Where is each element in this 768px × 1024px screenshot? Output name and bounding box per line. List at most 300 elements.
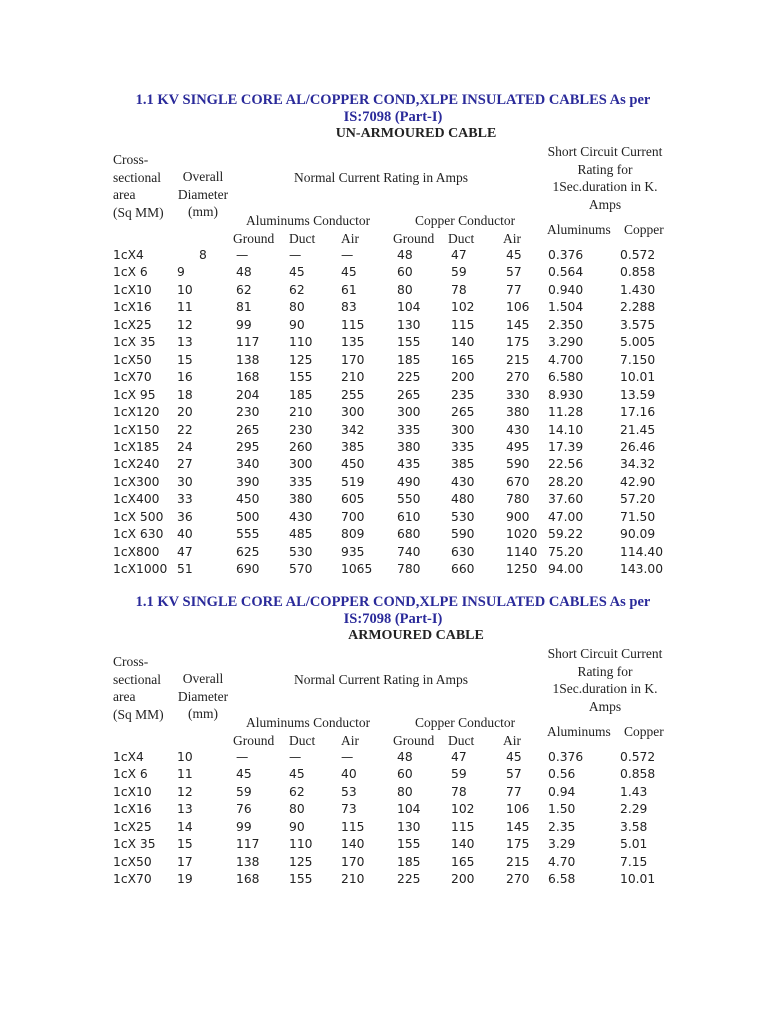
al-air-cell: 170 bbox=[341, 352, 365, 367]
cu-duct-cell: 200 bbox=[451, 370, 475, 385]
al-air-cell: 40 bbox=[341, 767, 357, 782]
al-ground-cell: 117 bbox=[236, 335, 260, 350]
al-air-header: Air bbox=[341, 733, 359, 748]
al-air-cell: 255 bbox=[341, 387, 365, 402]
cu-duct-cell: 102 bbox=[451, 802, 475, 817]
table-row bbox=[0, 334, 768, 352]
cu-ground-cell: 335 bbox=[397, 422, 421, 437]
al-duct-cell: 485 bbox=[289, 527, 313, 542]
diameter-cell: 19 bbox=[177, 872, 193, 887]
diameter-cell: 51 bbox=[177, 562, 193, 577]
sc-copper-header: Copper bbox=[624, 724, 664, 739]
al-duct-cell: 570 bbox=[289, 562, 313, 577]
sc-aluminium-cell: 0.376 bbox=[548, 750, 584, 764]
al-duct-cell: 80 bbox=[289, 300, 305, 315]
cu-air-cell: 1020 bbox=[506, 527, 538, 542]
cu-air-cell: 145 bbox=[506, 317, 530, 332]
cu-duct-cell: 47 bbox=[451, 750, 467, 764]
al-air-cell: 1065 bbox=[341, 562, 373, 577]
diameter-cell: 27 bbox=[177, 457, 193, 472]
al-ground-cell: 138 bbox=[236, 352, 260, 367]
al-duct-cell: 530 bbox=[289, 544, 313, 559]
al-duct-cell: 155 bbox=[289, 872, 313, 887]
al-ground-cell: 99 bbox=[236, 819, 252, 834]
cu-air-cell: 670 bbox=[506, 474, 530, 489]
diameter-cell: 47 bbox=[177, 544, 193, 559]
cu-ground-cell: 225 bbox=[397, 370, 421, 385]
cu-duct-cell: 165 bbox=[451, 352, 475, 367]
cu-air-cell: 380 bbox=[506, 405, 530, 420]
cross-sectional-area-header: Cross- sectional area (Sq MM) bbox=[113, 152, 164, 220]
al-air-cell: 210 bbox=[341, 872, 365, 887]
al-ground-cell: 500 bbox=[236, 509, 260, 524]
sc-aluminium-cell: 0.94 bbox=[548, 784, 576, 799]
sc-aluminium-cell: 1.50 bbox=[548, 802, 576, 817]
al-duct-cell: — bbox=[289, 248, 302, 262]
al-air-cell: 519 bbox=[341, 474, 365, 489]
sc-copper-cell: 21.45 bbox=[620, 422, 656, 437]
sc-aluminium-cell: 59.22 bbox=[548, 527, 584, 542]
cu-air-cell: 106 bbox=[506, 802, 530, 817]
al-ground-header: Ground bbox=[233, 231, 275, 246]
table-row bbox=[0, 439, 768, 457]
al-ground-cell: 48 bbox=[236, 265, 252, 280]
table-row bbox=[0, 369, 768, 387]
table-row bbox=[0, 854, 768, 872]
table-row bbox=[0, 264, 768, 282]
size-cell: 1cX185 bbox=[113, 439, 160, 454]
size-cell: 1cX16 bbox=[113, 300, 152, 315]
cu-air-cell: 57 bbox=[506, 265, 522, 280]
al-ground-cell: 450 bbox=[236, 492, 260, 507]
size-cell: 1cX 35 bbox=[113, 837, 156, 852]
sc-aluminium-cell: 0.564 bbox=[548, 265, 584, 280]
al-duct-cell: — bbox=[289, 750, 302, 764]
table-row bbox=[0, 317, 768, 335]
sc-copper-cell: 0.572 bbox=[620, 750, 656, 764]
sc-aluminium-cell: 17.39 bbox=[548, 439, 584, 454]
short-circuit-rating-header: Short Circuit Current Rating for 1Sec.duration in K. Amps bbox=[547, 144, 663, 212]
size-cell: 1cX50 bbox=[113, 352, 152, 367]
sc-copper-cell: 5.005 bbox=[620, 335, 656, 350]
sc-copper-cell: 90.09 bbox=[620, 527, 656, 542]
al-ground-cell: 340 bbox=[236, 457, 260, 472]
al-ground-cell: 76 bbox=[236, 802, 252, 817]
sc-aluminium-cell: 3.290 bbox=[548, 335, 584, 350]
cu-ground-cell: 185 bbox=[397, 854, 421, 869]
sc-copper-cell: 3.575 bbox=[620, 317, 656, 332]
al-air-header: Air bbox=[341, 231, 359, 246]
table-row bbox=[0, 422, 768, 440]
cu-air-cell: 900 bbox=[506, 509, 530, 524]
al-duct-cell: 62 bbox=[289, 784, 305, 799]
sc-aluminium-cell: 0.56 bbox=[548, 767, 576, 782]
sc-copper-cell: 71.50 bbox=[620, 509, 656, 524]
sc-aluminium-header: Aluminums bbox=[547, 222, 611, 237]
cu-duct-cell: 530 bbox=[451, 509, 475, 524]
cu-ground-cell: 550 bbox=[397, 492, 421, 507]
cu-air-cell: 175 bbox=[506, 837, 530, 852]
cu-ground-cell: 490 bbox=[397, 474, 421, 489]
sc-aluminium-cell: 4.700 bbox=[548, 352, 584, 367]
size-cell: 1cX120 bbox=[113, 405, 160, 420]
aluminium-conductor-group-header: Aluminums Conductor bbox=[246, 715, 371, 730]
sc-copper-cell: 5.01 bbox=[620, 837, 648, 852]
cu-ground-cell: 265 bbox=[397, 387, 421, 402]
al-duct-header: Duct bbox=[289, 733, 316, 748]
cu-air-cell: 780 bbox=[506, 492, 530, 507]
al-air-cell: 605 bbox=[341, 492, 365, 507]
diameter-cell: 10 bbox=[177, 750, 193, 764]
al-air-cell: 140 bbox=[341, 837, 365, 852]
al-air-cell: 53 bbox=[341, 784, 357, 799]
al-duct-cell: 430 bbox=[289, 509, 313, 524]
sc-aluminium-cell: 75.20 bbox=[548, 544, 584, 559]
cu-air-cell: 45 bbox=[506, 750, 522, 764]
cu-air-cell: 1250 bbox=[506, 562, 538, 577]
diameter-cell: 14 bbox=[177, 819, 193, 834]
sc-copper-cell: 1.43 bbox=[620, 784, 648, 799]
cu-duct-cell: 430 bbox=[451, 474, 475, 489]
cu-air-cell: 270 bbox=[506, 872, 530, 887]
table-row bbox=[0, 819, 768, 837]
cu-ground-cell: 435 bbox=[397, 457, 421, 472]
diameter-cell: 40 bbox=[177, 527, 193, 542]
cu-ground-cell: 48 bbox=[397, 248, 413, 262]
cu-duct-header: Duct bbox=[448, 733, 475, 748]
cu-duct-cell: 165 bbox=[451, 854, 475, 869]
cu-ground-cell: 185 bbox=[397, 352, 421, 367]
size-cell: 1cX 6 bbox=[113, 265, 148, 280]
sc-copper-cell: 34.32 bbox=[620, 457, 656, 472]
cu-ground-cell: 60 bbox=[397, 265, 413, 280]
table-row bbox=[0, 561, 768, 579]
al-duct-cell: 45 bbox=[289, 265, 305, 280]
al-ground-cell: 59 bbox=[236, 784, 252, 799]
diameter-cell: 11 bbox=[177, 767, 193, 782]
size-cell: 1cX400 bbox=[113, 492, 160, 507]
al-ground-cell: 168 bbox=[236, 370, 260, 385]
al-ground-cell: 555 bbox=[236, 527, 260, 542]
cu-duct-header: Duct bbox=[448, 231, 475, 246]
cu-air-cell: 175 bbox=[506, 335, 530, 350]
al-air-cell: 300 bbox=[341, 405, 365, 420]
cu-duct-cell: 59 bbox=[451, 265, 467, 280]
sc-aluminium-cell: 6.58 bbox=[548, 872, 576, 887]
size-cell: 1cX70 bbox=[113, 370, 152, 385]
sc-copper-cell: 10.01 bbox=[620, 872, 656, 887]
cu-duct-cell: 235 bbox=[451, 387, 475, 402]
cu-duct-cell: 140 bbox=[451, 837, 475, 852]
al-air-cell: 45 bbox=[341, 265, 357, 280]
diameter-cell: 8 bbox=[199, 248, 207, 262]
al-duct-cell: 260 bbox=[289, 439, 313, 454]
diameter-cell: 9 bbox=[177, 265, 185, 280]
overall-diameter-header: Overall Diameter (mm) bbox=[177, 671, 229, 721]
size-cell: 1cX10 bbox=[113, 784, 152, 799]
size-cell: 1cX10 bbox=[113, 282, 152, 297]
cu-air-cell: 145 bbox=[506, 819, 530, 834]
al-ground-cell: — bbox=[236, 248, 249, 262]
sc-copper-cell: 143.00 bbox=[620, 562, 664, 577]
cu-ground-header: Ground bbox=[393, 231, 435, 246]
sc-aluminium-cell: 2.350 bbox=[548, 317, 584, 332]
sc-copper-cell: 0.858 bbox=[620, 265, 656, 280]
al-ground-cell: 138 bbox=[236, 854, 260, 869]
sc-copper-cell: 114.40 bbox=[620, 544, 664, 559]
sc-copper-cell: 7.15 bbox=[620, 854, 648, 869]
diameter-cell: 12 bbox=[177, 317, 193, 332]
sc-aluminium-header: Aluminums bbox=[547, 724, 611, 739]
al-air-cell: 61 bbox=[341, 282, 357, 297]
al-air-cell: 135 bbox=[341, 335, 365, 350]
title-line-2: IS:7098 (Part-I) bbox=[343, 109, 443, 125]
table-row bbox=[0, 784, 768, 802]
sc-aluminium-cell: 28.20 bbox=[548, 474, 584, 489]
table-row bbox=[0, 387, 768, 405]
size-cell: 1cX 6 bbox=[113, 767, 148, 782]
al-air-cell: 83 bbox=[341, 300, 357, 315]
cu-air-cell: 590 bbox=[506, 457, 530, 472]
size-cell: 1cX4 bbox=[113, 248, 144, 262]
diameter-cell: 30 bbox=[177, 474, 193, 489]
cu-air-cell: 106 bbox=[506, 300, 530, 315]
sc-copper-cell: 7.150 bbox=[620, 352, 656, 367]
sc-aluminium-cell: 4.70 bbox=[548, 854, 576, 869]
size-cell: 1cX25 bbox=[113, 819, 152, 834]
al-duct-cell: 125 bbox=[289, 352, 313, 367]
cu-duct-cell: 47 bbox=[451, 248, 467, 262]
al-air-cell: 170 bbox=[341, 854, 365, 869]
al-ground-cell: 204 bbox=[236, 387, 260, 402]
cu-ground-cell: 380 bbox=[397, 439, 421, 454]
cu-duct-cell: 200 bbox=[451, 872, 475, 887]
cu-air-cell: 430 bbox=[506, 422, 530, 437]
al-duct-cell: 155 bbox=[289, 370, 313, 385]
sc-aluminium-cell: 37.60 bbox=[548, 492, 584, 507]
cu-duct-cell: 590 bbox=[451, 527, 475, 542]
size-cell: 1cX 35 bbox=[113, 335, 156, 350]
aluminium-conductor-group-header: Aluminums Conductor bbox=[246, 213, 371, 228]
title-line-2: IS:7098 (Part-I) bbox=[343, 611, 443, 627]
cu-ground-cell: 155 bbox=[397, 335, 421, 350]
al-duct-cell: 45 bbox=[289, 767, 305, 782]
al-ground-cell: 390 bbox=[236, 474, 260, 489]
al-duct-cell: 230 bbox=[289, 422, 313, 437]
cu-ground-cell: 130 bbox=[397, 819, 421, 834]
al-duct-cell: 62 bbox=[289, 282, 305, 297]
cu-ground-header: Ground bbox=[393, 733, 435, 748]
sc-copper-cell: 13.59 bbox=[620, 387, 656, 402]
diameter-cell: 36 bbox=[177, 509, 193, 524]
al-ground-cell: 168 bbox=[236, 872, 260, 887]
cu-air-cell: 1140 bbox=[506, 544, 538, 559]
diameter-cell: 16 bbox=[177, 370, 193, 385]
al-duct-cell: 335 bbox=[289, 474, 313, 489]
diameter-cell: 15 bbox=[177, 837, 193, 852]
cu-duct-cell: 78 bbox=[451, 784, 467, 799]
sc-aluminium-cell: 1.504 bbox=[548, 300, 584, 315]
size-cell: 1cX1000 bbox=[113, 562, 168, 577]
cu-air-cell: 77 bbox=[506, 282, 522, 297]
table-title bbox=[0, 594, 768, 628]
al-ground-cell: 265 bbox=[236, 422, 260, 437]
diameter-cell: 33 bbox=[177, 492, 193, 507]
sc-copper-cell: 57.20 bbox=[620, 492, 656, 507]
al-ground-cell: 625 bbox=[236, 544, 260, 559]
al-duct-header: Duct bbox=[289, 231, 316, 246]
cu-duct-cell: 115 bbox=[451, 317, 475, 332]
sc-copper-cell: 0.858 bbox=[620, 767, 656, 782]
al-air-cell: 385 bbox=[341, 439, 365, 454]
cu-air-cell: 215 bbox=[506, 854, 530, 869]
table-row bbox=[0, 474, 768, 492]
cu-ground-cell: 80 bbox=[397, 282, 413, 297]
al-ground-cell: 295 bbox=[236, 439, 260, 454]
cu-ground-cell: 104 bbox=[397, 300, 421, 315]
sc-copper-cell: 17.16 bbox=[620, 405, 656, 420]
sc-copper-cell: 42.90 bbox=[620, 474, 656, 489]
cu-air-header: Air bbox=[503, 231, 521, 246]
diameter-cell: 24 bbox=[177, 439, 193, 454]
al-air-cell: 115 bbox=[341, 317, 365, 332]
cu-air-header: Air bbox=[503, 733, 521, 748]
al-air-cell: 450 bbox=[341, 457, 365, 472]
al-ground-cell: 117 bbox=[236, 837, 260, 852]
al-air-cell: 342 bbox=[341, 422, 365, 437]
size-cell: 1cX16 bbox=[113, 802, 152, 817]
al-ground-cell: 81 bbox=[236, 300, 252, 315]
cu-ground-cell: 300 bbox=[397, 405, 421, 420]
cu-air-cell: 270 bbox=[506, 370, 530, 385]
cu-air-cell: 330 bbox=[506, 387, 530, 402]
diameter-cell: 10 bbox=[177, 282, 193, 297]
al-duct-cell: 110 bbox=[289, 837, 313, 852]
size-cell: 1cX25 bbox=[113, 317, 152, 332]
table-subtitle: UN-ARMOURED CABLE bbox=[335, 126, 497, 141]
al-air-cell: 210 bbox=[341, 370, 365, 385]
al-duct-cell: 110 bbox=[289, 335, 313, 350]
al-ground-header: Ground bbox=[233, 733, 275, 748]
diameter-cell: 17 bbox=[177, 854, 193, 869]
size-cell: 1cX50 bbox=[113, 854, 152, 869]
table-row bbox=[0, 871, 768, 889]
cross-sectional-area-header: Cross- sectional area (Sq MM) bbox=[113, 654, 164, 722]
diameter-cell: 18 bbox=[177, 387, 193, 402]
al-air-cell: 73 bbox=[341, 802, 357, 817]
cu-ground-cell: 225 bbox=[397, 872, 421, 887]
cu-duct-cell: 78 bbox=[451, 282, 467, 297]
al-duct-cell: 125 bbox=[289, 854, 313, 869]
al-duct-cell: 90 bbox=[289, 819, 305, 834]
sc-aluminium-cell: 3.29 bbox=[548, 837, 576, 852]
cu-duct-cell: 102 bbox=[451, 300, 475, 315]
sc-aluminium-cell: 0.940 bbox=[548, 282, 584, 297]
table-row bbox=[0, 544, 768, 562]
copper-conductor-group-header: Copper Conductor bbox=[415, 213, 516, 228]
al-ground-cell: 230 bbox=[236, 405, 260, 420]
al-ground-cell: 45 bbox=[236, 767, 252, 782]
size-cell: 1cX 500 bbox=[113, 509, 164, 524]
cu-duct-cell: 300 bbox=[451, 422, 475, 437]
sc-aluminium-cell: 14.10 bbox=[548, 422, 584, 437]
size-cell: 1cX150 bbox=[113, 422, 160, 437]
diameter-cell: 20 bbox=[177, 405, 193, 420]
al-air-cell: 115 bbox=[341, 819, 365, 834]
cu-ground-cell: 780 bbox=[397, 562, 421, 577]
sc-copper-cell: 2.288 bbox=[620, 300, 656, 315]
cu-ground-cell: 48 bbox=[397, 750, 413, 764]
al-air-cell: — bbox=[341, 750, 354, 764]
table-title bbox=[0, 92, 768, 126]
al-ground-cell: 690 bbox=[236, 562, 260, 577]
sc-aluminium-cell: 0.376 bbox=[548, 248, 584, 262]
size-cell: 1cX70 bbox=[113, 872, 152, 887]
size-cell: 1cX800 bbox=[113, 544, 160, 559]
diameter-cell: 11 bbox=[177, 300, 193, 315]
size-cell: 1cX4 bbox=[113, 750, 144, 764]
diameter-cell: 13 bbox=[177, 335, 193, 350]
title-line-1: 1.1 KV SINGLE CORE AL/COPPER COND,XLPE INSULATED CABLES As per bbox=[135, 594, 651, 610]
table-row bbox=[0, 299, 768, 317]
al-air-cell: 935 bbox=[341, 544, 365, 559]
table-row bbox=[0, 456, 768, 474]
cu-ground-cell: 130 bbox=[397, 317, 421, 332]
sc-aluminium-cell: 6.580 bbox=[548, 370, 584, 385]
table-row bbox=[0, 526, 768, 544]
cu-duct-cell: 630 bbox=[451, 544, 475, 559]
sc-aluminium-cell: 2.35 bbox=[548, 819, 576, 834]
sc-aluminium-cell: 22.56 bbox=[548, 457, 584, 472]
cu-ground-cell: 60 bbox=[397, 767, 413, 782]
table-row bbox=[0, 404, 768, 422]
cu-duct-cell: 660 bbox=[451, 562, 475, 577]
sc-aluminium-cell: 8.930 bbox=[548, 387, 584, 402]
title-line-1: 1.1 KV SINGLE CORE AL/COPPER COND,XLPE INSULATED CABLES As per bbox=[135, 92, 651, 108]
cu-air-cell: 57 bbox=[506, 767, 522, 782]
size-cell: 1cX 95 bbox=[113, 387, 156, 402]
table-row bbox=[0, 509, 768, 527]
table-row bbox=[0, 352, 768, 370]
al-duct-cell: 80 bbox=[289, 802, 305, 817]
sc-copper-cell: 2.29 bbox=[620, 802, 648, 817]
sc-copper-cell: 0.572 bbox=[620, 248, 656, 262]
normal-current-rating-header: Normal Current Rating in Amps bbox=[294, 170, 468, 185]
al-duct-cell: 185 bbox=[289, 387, 313, 402]
al-duct-cell: 300 bbox=[289, 457, 313, 472]
al-duct-cell: 90 bbox=[289, 317, 305, 332]
al-air-cell: 700 bbox=[341, 509, 365, 524]
table-row bbox=[0, 247, 768, 265]
al-air-cell: — bbox=[341, 248, 354, 262]
sc-copper-cell: 10.01 bbox=[620, 370, 656, 385]
sc-aluminium-cell: 11.28 bbox=[548, 405, 584, 420]
table-row bbox=[0, 766, 768, 784]
size-cell: 1cX 630 bbox=[113, 527, 164, 542]
al-ground-cell: 99 bbox=[236, 317, 252, 332]
overall-diameter-header: Overall Diameter (mm) bbox=[177, 169, 229, 219]
table-row bbox=[0, 836, 768, 854]
table-row bbox=[0, 801, 768, 819]
table-row bbox=[0, 282, 768, 300]
cu-duct-cell: 265 bbox=[451, 405, 475, 420]
cu-duct-cell: 140 bbox=[451, 335, 475, 350]
cu-air-cell: 495 bbox=[506, 439, 530, 454]
sc-copper-cell: 26.46 bbox=[620, 439, 656, 454]
cu-duct-cell: 335 bbox=[451, 439, 475, 454]
copper-conductor-group-header: Copper Conductor bbox=[415, 715, 516, 730]
cu-ground-cell: 610 bbox=[397, 509, 421, 524]
